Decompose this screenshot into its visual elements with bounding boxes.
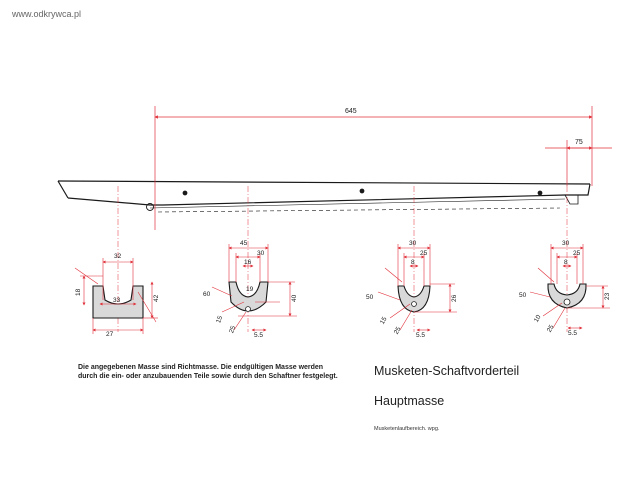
watermark-text: www.odkrywca.pl <box>12 9 82 19</box>
s4-dim-left: 50 <box>519 292 527 299</box>
section-3-ramrod-bore <box>412 302 417 307</box>
section-3 <box>366 240 458 339</box>
pin-hole-1 <box>183 191 187 195</box>
s3-dim-lower-left: 15 <box>378 315 389 326</box>
pin-hole-3 <box>538 191 542 195</box>
stock-side-view <box>58 181 590 212</box>
s3-dim-left: 50 <box>366 294 374 301</box>
s4-dim-bottom: 5.5 <box>568 330 578 337</box>
stock-rear-end <box>58 181 68 198</box>
s4-dim-lower-mid: 25 <box>545 323 556 334</box>
dim-overall-length: 645 <box>345 108 357 115</box>
s3-dim-lower-mid: 25 <box>392 325 403 336</box>
s1-dim-bottom: 27 <box>106 331 114 338</box>
section-centre-lines <box>118 186 567 332</box>
s2-dim-top-inner: 30 <box>257 250 265 257</box>
section-2-ramrod-bore <box>246 307 251 312</box>
drawing-credit: Musketenlaufbereich. wpg. <box>374 426 440 432</box>
s4-dim-lower-left: 10 <box>532 313 543 324</box>
s4-dim-small: 8 <box>564 259 568 266</box>
drawing-title: Musketen-Schaftvorderteil <box>374 364 520 378</box>
s3-dim-bottom: 5.5 <box>416 332 426 339</box>
drawing-subtitle: Hauptmasse <box>374 394 445 408</box>
s3-dim-top-inner: 25 <box>420 250 428 257</box>
s3-dim-small: 8 <box>411 259 415 266</box>
s2-dim-bore: 19 <box>246 286 254 293</box>
s4-dim-top-inner: 25 <box>573 250 581 257</box>
s1-dim-top: 32 <box>114 253 122 260</box>
s2-dim-top-outer: 45 <box>240 240 248 247</box>
stock-lower-dashed <box>158 208 560 212</box>
dim-end-length: 75 <box>575 139 583 146</box>
section-4-ramrod-bore <box>564 299 570 305</box>
s3-dim-top-outer: 30 <box>409 240 417 247</box>
s4-dim-top-outer: 30 <box>562 240 570 247</box>
tolerance-note: Die angegebenen Masse sind Richtmasse. Die endgültigen Masse werden durch die ein- oder anzubauenden Teile sowie durch den Schaftner festgelegt. <box>78 364 338 380</box>
section-1 <box>75 253 160 338</box>
s2-dim-left: 60 <box>203 291 211 298</box>
s1-dim-right: 42 <box>153 294 160 302</box>
stock-top-edge <box>58 181 590 184</box>
s2-dim-angle: 15 <box>215 314 225 325</box>
s3-dim-right: 26 <box>451 294 458 302</box>
section-4 <box>519 240 611 337</box>
s1-dim-left: 18 <box>75 288 82 296</box>
stock-bottom-edge <box>68 184 590 205</box>
section-2 <box>203 240 298 339</box>
s2-dim-bottom: 5.5 <box>254 332 264 339</box>
s1-dim-inner: 33 <box>113 297 121 304</box>
s2-dim-right: 40 <box>291 294 298 302</box>
s2-dim-small: 16 <box>244 259 252 266</box>
s2-dim-depth: 25 <box>228 324 238 335</box>
pin-hole-2 <box>360 189 364 193</box>
s4-dim-right: 23 <box>604 292 611 300</box>
